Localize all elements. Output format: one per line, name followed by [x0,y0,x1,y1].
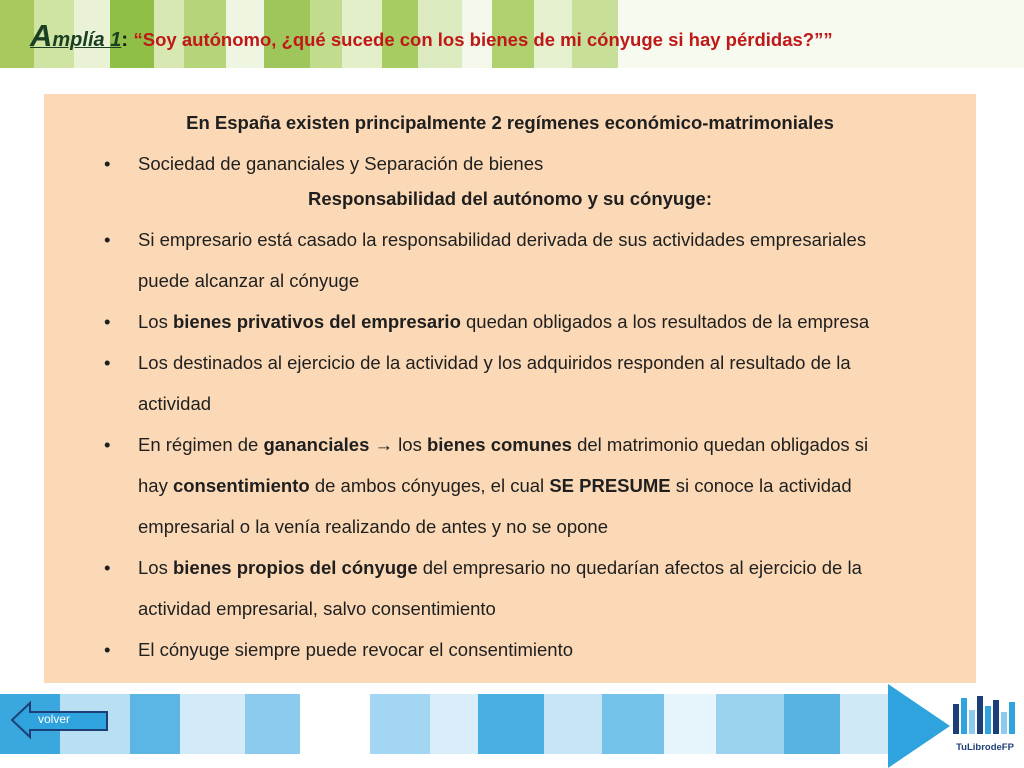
footer-tile [180,694,245,754]
footer-tile [430,694,478,754]
heading-responsabilidad: Responsabilidad del autónomo y su cónyuge: [308,188,712,209]
footer-tile [602,694,664,754]
logo-books-icon [952,694,1018,734]
header-tile [0,0,34,68]
list-item: • Sociedad de gananciales y Separación de bienes [104,143,946,184]
footer-tile [370,694,430,754]
logo-book-bar [993,700,999,734]
slide-title [30,18,833,54]
title-amplia-label: Amplía 1 [30,18,122,53]
footer-bar [0,684,1024,768]
footer-arrow-head [888,684,950,768]
title-separator: : [121,29,134,51]
logo-text: TuLibrodeFP [956,742,1014,753]
list-item: • En régimen de gananciales → los bienes comunes del matrimonio quedan obligados si hay consentimiento de ambos cónyuges, el cual SE PRESUME si conoce la actividad empresarial o la venía realizando de antes y no se opone [104,424,946,547]
list-item: • El cónyuge siempre puede revocar el consentimiento [104,629,946,670]
logo-book-bar [969,710,975,734]
list-item: • Los bienes propios del cónyuge del empresario no quedarían afectos al ejercicio de la actividad empresarial, salvo consentimiento [104,547,946,629]
volver-label: volver [38,712,71,726]
logo-book-bar [1001,712,1007,734]
footer-tile [664,694,716,754]
footer-tile [245,694,300,754]
title-question: “Soy autónomo, ¿qué sucede con los bienes de mi cónyuge si hay pérdidas?”” [133,29,833,50]
logo-book-bar [985,706,991,734]
volver-button[interactable] [10,700,110,740]
arrow-right-icon: → [369,434,399,455]
bullet-list-regimenes [104,143,946,184]
footer-tile [544,694,602,754]
logo-book-bar [977,696,983,734]
list-item: • Los destinados al ejercicio de la actividad y los adquiridos responden al resultado de la actividad [104,342,946,424]
bullet-list-responsabilidad [104,219,946,670]
footer-tile [300,694,370,754]
logo-book-bar [961,698,967,734]
logo-book-bar [1009,702,1015,734]
footer-tile-band [0,694,892,754]
list-item: • Los bienes privativos del empresario quedan obligados a los resultados de la empresa [104,301,946,342]
heading-regimenes: En España existen principalmente 2 regímenes económico-matrimoniales [186,112,834,133]
footer-tile [784,694,840,754]
footer-tile [478,694,544,754]
logo-book-bar [953,704,959,734]
footer-tile [840,694,892,754]
tulibrodefp-logo [950,690,1020,764]
footer-tile [130,694,180,754]
content-panel [44,94,976,683]
list-item: • Si empresario está casado la responsabilidad derivada de sus actividades empresariales puede alcanzar al cónyuge [104,219,946,301]
footer-tile [716,694,784,754]
